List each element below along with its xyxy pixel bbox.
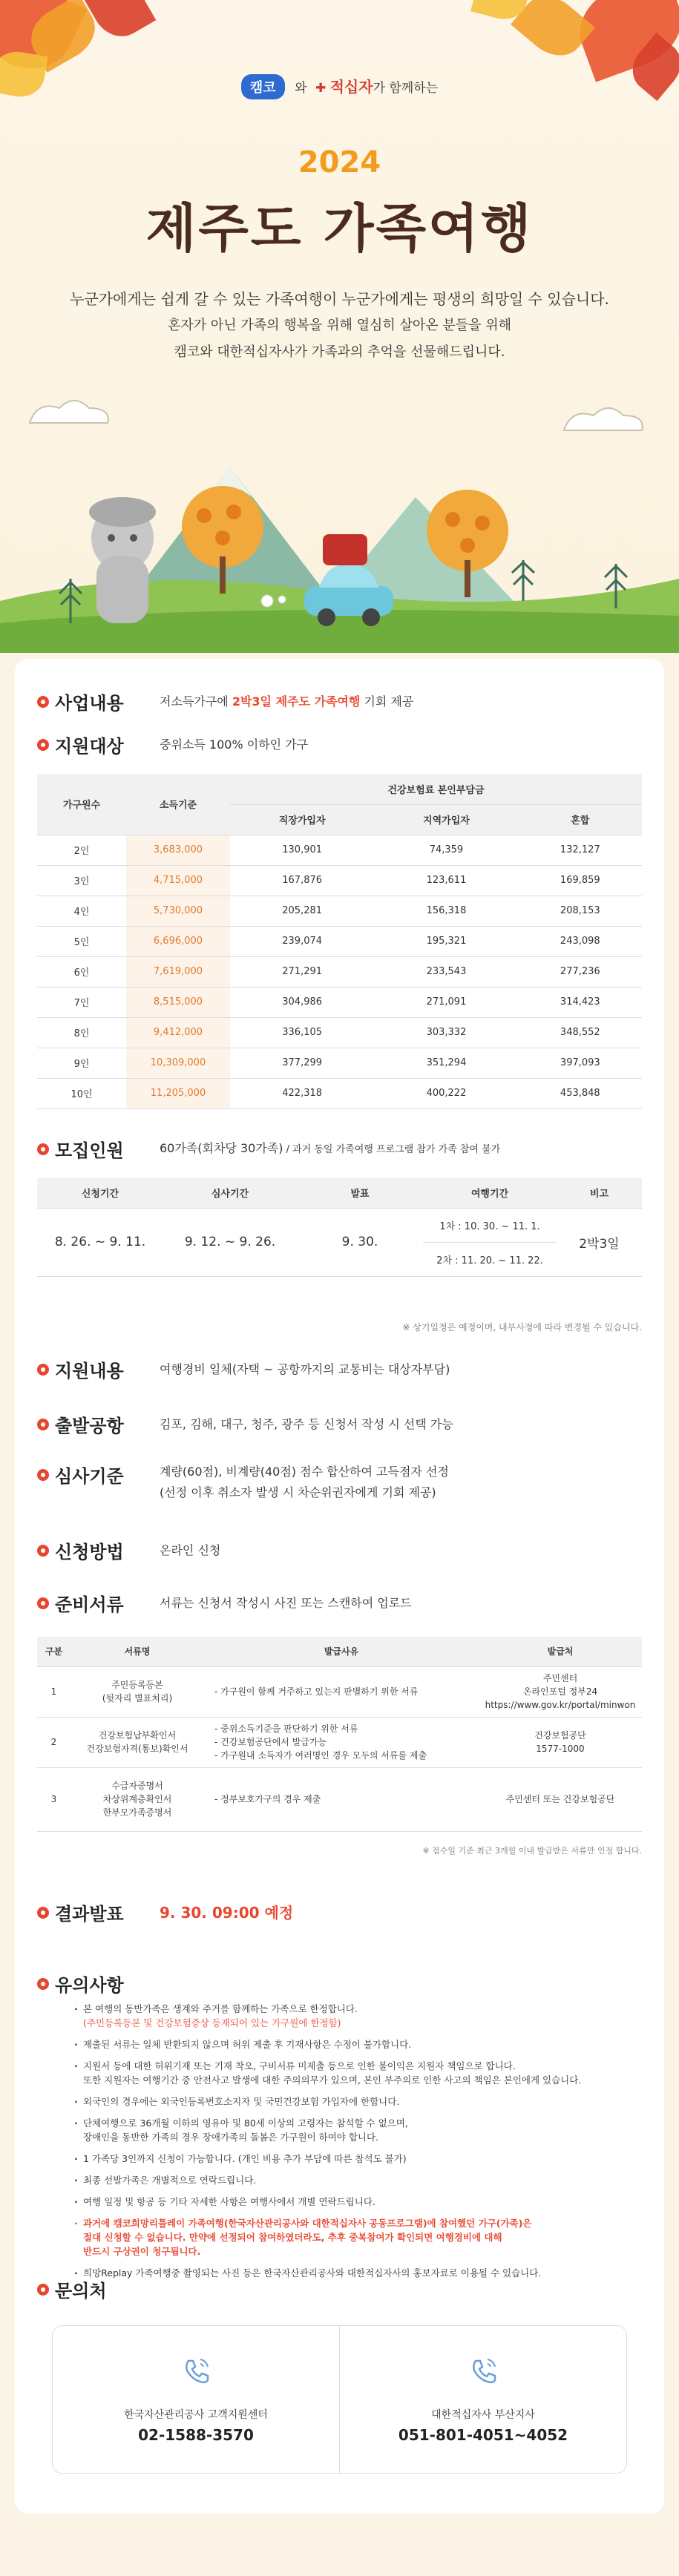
- section-method: [37, 1537, 220, 1563]
- section-title: 준비서류: [55, 1594, 124, 1615]
- cell-line: https://www.gov.kr/portal/minwon: [485, 1700, 636, 1710]
- table-cell: 271,091: [374, 987, 518, 1017]
- cell-line: 수급자증명서: [111, 1781, 163, 1791]
- contact-kamco: [53, 2326, 339, 2473]
- table-row: [37, 1717, 642, 1767]
- table-row: [37, 1767, 642, 1831]
- notice-item: [74, 2152, 623, 2166]
- table-row: [37, 865, 642, 896]
- table-cell: 5,730,000: [126, 896, 230, 926]
- notice-line: 장애인을 동반한 가족의 경우 장애가족의 돌봄은 가구원이 하여야 합니다.: [83, 2132, 379, 2143]
- cell-line: 온라인포털 정부24: [522, 1686, 598, 1697]
- section-title: 출발공항: [55, 1416, 124, 1436]
- table-header: 직장가입자: [230, 804, 374, 835]
- section-content: [37, 1356, 450, 1382]
- notice-line: · 희망Replay 가족여행중 촬영되는 사진 등은 한국자산관리공사와 대한적십자사의 홍보자료로 이용될 수 있습니다.: [83, 2267, 542, 2278]
- bullet-icon: [37, 1545, 49, 1557]
- phone-icon: [180, 2355, 212, 2388]
- event-year: 2024: [298, 145, 381, 180]
- notice-item: [74, 2195, 623, 2209]
- kamco-logo: 캠코: [241, 74, 285, 99]
- notice-line: · 본 여행의 동반가족은 생계와 주거를 함께하는 가족으로 한정합니다.: [83, 2003, 358, 2014]
- table-cell: 123,611: [374, 865, 518, 896]
- redcross-logo: 적십자: [329, 78, 373, 96]
- table-cell: 74,359: [374, 835, 518, 865]
- cell-line: 한부모가족증명서: [102, 1807, 172, 1818]
- bullet-icon: [37, 1143, 49, 1155]
- table-cell: 233,543: [374, 956, 518, 987]
- notice-item: [74, 2116, 623, 2144]
- table-cell: 130,901: [230, 835, 374, 865]
- section-title: 지원내용: [55, 1361, 124, 1381]
- section-title: 모집인원: [55, 1140, 124, 1161]
- cell-line: - 정부보호가구의 경우 제출: [214, 1794, 321, 1804]
- table-cell: 8인: [37, 1017, 126, 1048]
- section-title: 결과발표: [55, 1904, 124, 1925]
- table-cell: 2인: [37, 835, 126, 865]
- bullet-icon: [37, 2284, 49, 2296]
- support-text: 중위소득 100% 이하인 가구: [160, 737, 309, 752]
- table-row: [37, 1666, 642, 1717]
- airport-text: 김포, 김해, 대구, 청주, 광주 등 신청서 작성 시 선택 가능: [160, 1416, 453, 1431]
- table-cell: [204, 1666, 479, 1717]
- table-cell: [70, 1717, 204, 1767]
- section-title: 신청방법: [55, 1542, 124, 1563]
- logo-connector: 와: [295, 81, 307, 96]
- table-cell: 351,294: [374, 1048, 518, 1078]
- cell-line: 주민센터 또는 건강보험공단: [505, 1794, 615, 1804]
- section-docs: [37, 1590, 412, 1616]
- table-cell: 195,321: [374, 926, 518, 956]
- table-row: [37, 956, 642, 987]
- table-row: [37, 835, 642, 865]
- cell-line: (뒷자리 별표처리): [102, 1693, 173, 1703]
- table-row: [37, 1017, 642, 1048]
- business-text: 저소득가구에: [160, 694, 232, 709]
- intro-line: 혼자가 아닌 가족의 행복을 위해 열심히 살아온 분들을 위해: [167, 318, 512, 333]
- notice-item: [74, 2059, 623, 2087]
- docs-text: 서류는 신청서 작성시 사진 또는 스캔하여 업로드: [160, 1595, 412, 1610]
- bullet-icon: [37, 1978, 49, 1990]
- table-cell: 400,222: [374, 1078, 518, 1108]
- table-header: 발급처: [479, 1637, 642, 1666]
- notice-line: · 제출된 서류는 일체 반환되지 않으며 허위 제출 후 기재사항은 수정이 불가합니다.: [83, 2039, 412, 2050]
- redcross-icon: ✚: [315, 81, 327, 96]
- cell-line: - 중위소득기준을 판단하기 위한 서류: [214, 1724, 358, 1734]
- trip-period-2: 2차 : 11. 20. ~ 11. 22.: [423, 1242, 557, 1276]
- cell-line: 건강보험자격(통보)확인서: [86, 1744, 188, 1754]
- bullet-icon: [37, 1907, 49, 1919]
- table-cell: [70, 1767, 204, 1831]
- table-row: [37, 896, 642, 926]
- table-header: 신청기간: [37, 1178, 163, 1208]
- cell-line: 차상위계층확인서: [102, 1794, 172, 1804]
- cell-line: - 가구원이 함께 거주하고 있는지 판별하기 위한 서류: [214, 1686, 419, 1697]
- table-cell: 336,105: [230, 1017, 374, 1048]
- notice-item: [74, 2002, 623, 2030]
- partner-logos: [0, 74, 679, 99]
- table-header: 발표: [297, 1178, 423, 1208]
- table-row: [37, 1078, 642, 1108]
- section-title: 사업내용: [55, 693, 124, 714]
- cell-line: 건강보험납부확인서: [98, 1730, 177, 1741]
- dol-hareubang-icon: [89, 497, 156, 623]
- notice-line: · 여행 일정 및 항공 등 기타 자세한 사항은 여행사에서 개별 연락드립니다.: [83, 2196, 375, 2207]
- notice-line: 절대 신청할 수 없습니다. 만약에 선정되어 참여하였더라도, 추후 중복참여가 확인되면 여행경비에 대해: [83, 2232, 502, 2243]
- table-cell: 303,332: [374, 1017, 518, 1048]
- cloud-icon: [30, 401, 643, 430]
- notice-item: [74, 2173, 623, 2187]
- table-cell: 377,299: [230, 1048, 374, 1078]
- table-header: 여행기간: [423, 1178, 557, 1208]
- schedule-table: [37, 1178, 642, 1277]
- table-cell: 314,423: [519, 987, 642, 1017]
- table-cell: 156,318: [374, 896, 518, 926]
- table-cell: 453,848: [519, 1078, 642, 1108]
- business-highlight: 2박3일 제주도 가족여행: [232, 694, 361, 709]
- contact-box: [52, 2325, 627, 2474]
- bullet-icon: [37, 1364, 49, 1376]
- notice-item: [74, 2094, 623, 2109]
- section-contact: [37, 2276, 160, 2302]
- table-cell: 8,515,000: [126, 987, 230, 1017]
- table-cell: [70, 1666, 204, 1717]
- review-period: 9. 12. ~ 9. 26.: [163, 1208, 297, 1276]
- cell-line: - 가구원내 소득자가 여러명인 경우 모두의 서류를 제출: [214, 1750, 427, 1761]
- table-header: 심사기간: [163, 1178, 297, 1208]
- notice-subline: (주민등록등본 및 건강보험증상 등재되어 있는 가구원에 한정함): [83, 2017, 341, 2028]
- contact-number[interactable]: 02-1588-3570: [138, 2426, 254, 2444]
- notice-line: · 1 가족당 3인까지 신청이 가능합니다. (개인 비용 추가 부담에 따른 참석도 불가): [83, 2153, 407, 2164]
- trip-remark: 2박3일: [557, 1208, 642, 1276]
- table-cell: 167,876: [230, 865, 374, 896]
- bullet-icon: [37, 696, 49, 708]
- table-cell: [479, 1767, 642, 1831]
- documents-table: [37, 1637, 642, 1832]
- criteria-line: (선정 이후 취소자 발생 시 차순위권자에게 기회 제공): [160, 1485, 436, 1499]
- contact-name: 대한적십자사 부산지사: [431, 2409, 535, 2421]
- section-criteria: [37, 1462, 449, 1503]
- section-support: [37, 732, 308, 758]
- docs-note: ※ 접수일 기준 최근 3개월 이내 발급받은 서류만 인정 합니다.: [422, 1846, 642, 1856]
- notice-item: [74, 2037, 623, 2051]
- table-cell: [479, 1717, 642, 1767]
- trip-period-1: 1차 : 10. 30. ~ 11. 1.: [423, 1208, 557, 1242]
- section-result: [37, 1899, 293, 1925]
- table-cell: 5인: [37, 926, 126, 956]
- table-cell: 3인: [37, 865, 126, 896]
- table-cell: 1: [37, 1666, 70, 1717]
- table-cell: 132,127: [519, 835, 642, 865]
- notice-line: · 과거에 캠코희망리틀레이 가족여행(한국자산관리공사와 대한적십자사 공동프로그램)에 참여했던 가구(가족)은: [83, 2218, 532, 2229]
- table-cell: 304,986: [230, 987, 374, 1017]
- section-title: 유의사항: [55, 1975, 124, 1996]
- notice-line: · 지원서 등에 대한 허위기재 또는 기재 착오, 구비서류 미제출 등으로 인한 불이익은 지원자 책임으로 합니다.: [83, 2060, 516, 2071]
- method-text: 온라인 신청: [160, 1542, 221, 1557]
- table-cell: 6,696,000: [126, 926, 230, 956]
- table-cell: 6인: [37, 956, 126, 987]
- notice-line: 또한 지원자는 여행기간 중 안전사고 발생에 대한 주의의무가 있으며, 본인 부주의로 인한 사고의 책임은 본인에게 있습니다.: [83, 2074, 582, 2086]
- table-cell: 2: [37, 1717, 70, 1767]
- contact-name: 한국자산관리공사 고객지원센터: [124, 2409, 268, 2421]
- notice-line: 반드시 구상권이 청구됩니다.: [83, 2246, 201, 2257]
- notice-line: · 단체여행으로 36개월 이하의 영유아 및 80세 이상의 고령자는 참석할 수 없으며,: [83, 2117, 408, 2129]
- table-cell: 243,098: [519, 926, 642, 956]
- table-header: 서류명: [70, 1637, 204, 1666]
- logo-tagline: 가 함께하는: [373, 81, 439, 96]
- bullet-icon: [37, 1597, 49, 1609]
- table-header: 발급사유: [204, 1637, 479, 1666]
- table-header: 지역가입자: [374, 804, 518, 835]
- table-cell: 10,309,000: [126, 1048, 230, 1078]
- table-header: 구분: [37, 1637, 70, 1666]
- table-cell: 11,205,000: [126, 1078, 230, 1108]
- table-cell: 169,859: [519, 865, 642, 896]
- apply-period: 8. 26. ~ 9. 11.: [37, 1208, 163, 1276]
- section-title: 지원대상: [55, 736, 124, 757]
- cell-line: 1577-1000: [536, 1744, 585, 1754]
- table-row: [37, 987, 642, 1017]
- intro-line: 캠코와 대한적십자사가 가족과의 추억을 선물해드립니다.: [174, 344, 505, 360]
- table-cell: 4인: [37, 896, 126, 926]
- table-cell: 397,093: [519, 1048, 642, 1078]
- table-cell: 7인: [37, 987, 126, 1017]
- table-cell: 10인: [37, 1078, 126, 1108]
- table-cell: 7,619,000: [126, 956, 230, 987]
- table-header: 소득기준: [126, 774, 230, 835]
- business-text: 기회 제공: [360, 694, 414, 709]
- section-airport: [37, 1411, 453, 1437]
- bullet-icon: [37, 739, 49, 751]
- table-header: 비고: [557, 1178, 642, 1208]
- jeju-illustration: [0, 378, 679, 653]
- result-date: 9. 30. 09:00 예정: [160, 1903, 294, 1922]
- table-cell: 422,318: [230, 1078, 374, 1108]
- announce-date: 9. 30.: [297, 1208, 423, 1276]
- notice-line: · 외국인의 경우에는 외국인등록번호소지자 및 국민건강보험 가입자에 한합니다.: [83, 2096, 400, 2107]
- section-recruit: [37, 1136, 500, 1162]
- contact-number[interactable]: 051-801-4051~4052: [398, 2426, 568, 2444]
- table-cell: 277,236: [519, 956, 642, 987]
- table-cell: 348,552: [519, 1017, 642, 1048]
- table-header: 건강보험료 본인부담금: [230, 774, 642, 804]
- notice-item: [74, 2216, 623, 2258]
- table-cell: 4,715,000: [126, 865, 230, 896]
- table-row: [37, 926, 642, 956]
- table-cell: 239,074: [230, 926, 374, 956]
- table-header: 가구원수: [37, 774, 126, 835]
- notice-line: · 최종 선발가족은 개별적으로 연락드립니다.: [83, 2175, 257, 2186]
- table-cell: 3: [37, 1767, 70, 1831]
- section-notice: [37, 1971, 160, 1997]
- cell-line: 건강보험공단: [534, 1730, 586, 1741]
- contact-redcross: [339, 2326, 626, 2473]
- recruit-text: 60가족(회차당 30가족): [160, 1140, 283, 1155]
- page-title: 제주도 가족여행: [145, 198, 534, 259]
- notice-list: [74, 2002, 623, 2287]
- table-cell: [204, 1767, 479, 1831]
- section-business: [37, 689, 413, 714]
- hero-banner: [0, 0, 679, 653]
- table-header: 혼합: [519, 804, 642, 835]
- recruit-subtext: / 과거 동일 가족여행 프로그램 참가 가족 참여 불가: [283, 1143, 501, 1155]
- table-cell: 9인: [37, 1048, 126, 1078]
- table-cell: 3,683,000: [126, 835, 230, 865]
- phone-icon: [467, 2355, 499, 2388]
- content-card: [15, 659, 664, 2514]
- cell-line: 주민센터: [542, 1673, 578, 1683]
- table-cell: 205,281: [230, 896, 374, 926]
- intro-text: [0, 286, 679, 366]
- schedule-note: ※ 상기일정은 예정이며, 내부사정에 따라 변경될 수 있습니다.: [402, 1322, 642, 1333]
- section-title: 문의처: [55, 2281, 107, 2301]
- table-cell: 271,291: [230, 956, 374, 987]
- table-cell: [479, 1666, 642, 1717]
- content-text: 여행경비 일체(자택 ~ 공항까지의 교통비는 대상자부담): [160, 1361, 450, 1376]
- section-title: 심사기준: [55, 1466, 124, 1487]
- bullet-icon: [37, 1469, 49, 1481]
- intro-line: 누군가에게는 쉽게 갈 수 있는 가족여행이 누군가에게는 평생의 희망일 수 있습니다.: [70, 290, 609, 308]
- bullet-icon: [37, 1419, 49, 1430]
- table-cell: 9,412,000: [126, 1017, 230, 1048]
- criteria-line: 계량(60점), 비계량(40점) 점수 합산하여 고득점자 선정: [160, 1465, 449, 1479]
- cell-line: 주민등록등본: [111, 1680, 163, 1690]
- cell-line: - 건강보험공단에서 발급가능: [214, 1737, 327, 1747]
- income-table: [37, 774, 642, 1109]
- table-row: [37, 1048, 642, 1078]
- table-cell: 208,153: [519, 896, 642, 926]
- table-cell: [204, 1717, 479, 1767]
